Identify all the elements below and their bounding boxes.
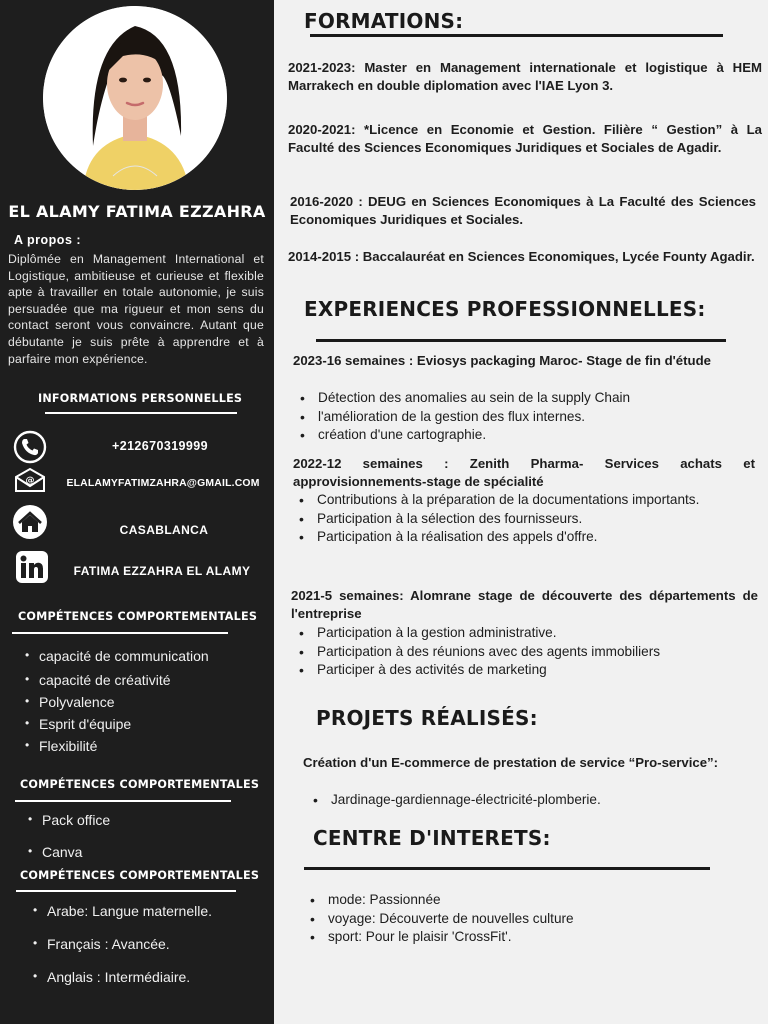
divider <box>304 867 710 870</box>
soft-skills-list <box>25 648 265 760</box>
experience-tasks <box>291 624 761 680</box>
list-item: • sport: Pour le plaisir 'CrossFit'. <box>302 928 742 947</box>
languages-heading: COMPÉTENCES COMPORTEMENTALES <box>20 869 260 882</box>
experience-title: 2022-12 semaines : Zenith Pharma- Services achats et approvisionnements-stage de spécialité <box>293 456 755 490</box>
list-item: • Français : Avancée. <box>33 936 273 969</box>
divider <box>16 890 236 892</box>
list-item: • Jardinage-gardiennage-électricité-plomberie. <box>305 791 745 810</box>
list-item: • Esprit d'équipe <box>25 716 265 738</box>
profile-photo <box>43 6 227 190</box>
personal-info-heading: INFORMATIONS PERSONNELLES <box>38 392 243 405</box>
experience-title: 2023-16 semaines : Eviosys packaging Maroc- Stage de fin d'étude <box>293 353 711 368</box>
city: CASABLANCA <box>119 523 209 537</box>
experience-title: 2021-5 semaines: Alomrane stage de découverte des départements de l'entreprise <box>291 588 758 622</box>
phone-number[interactable]: +212670319999 <box>112 439 208 453</box>
experience-tasks <box>291 491 755 547</box>
list-item: • Polyvalence <box>25 694 265 716</box>
list-item: • Pack office <box>28 812 268 844</box>
divider <box>15 800 231 802</box>
divider <box>45 412 237 414</box>
about-text: Diplômée en Management International et Logistique, ambitieuse et curieuse et flexible apte à travailler en totale autonomie, je suis persuadée que ma rigueur et mon sens du contact seront vous convaincre. Autant que débutante je suis prête à apprendre et à parfaire mon expérience. <box>8 252 264 366</box>
divider <box>316 339 726 342</box>
list-item: • capacité de communication <box>25 648 265 672</box>
tools-heading: COMPÉTENCES COMPORTEMENTALES <box>20 778 260 791</box>
formations-heading: FORMATIONS: <box>304 9 464 33</box>
svg-text:@: @ <box>25 476 35 486</box>
formation-item: 2020-2021: *Licence en Economie et Gestion. Filière “ Gestion” à La Faculté des Sciences Economiques Juridiques et Sociales de Agadir. <box>288 122 762 156</box>
experience-tasks <box>292 389 758 445</box>
list-item: • Canva <box>28 844 268 866</box>
email-address[interactable]: ELALAMYFATIMZAHRA@GMAIL.COM <box>66 478 260 489</box>
list-item: • Participation à la réalisation des appels d'offre. <box>291 528 755 547</box>
full-name: EL ALAMY FATIMA EZZAHRA <box>8 202 266 221</box>
interests-heading: CENTRE D'INTERETS: <box>313 826 551 850</box>
divider <box>310 34 723 37</box>
sidebar <box>0 0 274 1024</box>
phone-icon <box>13 430 47 464</box>
soft-skills-heading: COMPÉTENCES COMPORTEMENTALES <box>18 610 258 623</box>
list-item: • l'amélioration de la gestion des flux internes. <box>292 408 758 427</box>
list-item: • Détection des anomalies au sein de la supply Chain <box>292 389 758 408</box>
list-item: • Contributions à la préparation de la documentations importants. <box>291 491 755 510</box>
envelope-icon <box>13 466 47 500</box>
list-item: • Arabe: Langue maternelle. <box>33 903 273 936</box>
list-item: • Participation à la sélection des fournisseurs. <box>291 510 755 529</box>
list-item: • Participation à la gestion administrative. <box>291 624 761 643</box>
projects-heading: PROJETS RÉALISÉS: <box>316 706 538 730</box>
formation-item: 2014-2015 : Baccalauréat en Sciences Economiques, Lycée Founty Agadir. <box>288 249 755 264</box>
interests-list <box>302 891 742 947</box>
list-item: • voyage: Découverte de nouvelles culture <box>302 910 742 929</box>
about-title: A propos : <box>14 233 82 247</box>
list-item: • capacité de créativité <box>25 672 265 694</box>
divider <box>12 632 228 634</box>
linkedin-profile[interactable]: FATIMA EZZAHRA EL ALAMY <box>73 564 251 578</box>
tools-list <box>28 812 268 866</box>
linkedin-icon <box>15 550 49 584</box>
languages-list <box>33 903 273 991</box>
project-details <box>305 791 745 810</box>
formation-item: 2016-2020 : DEUG en Sciences Economiques à La Faculté des Sciences Economiques Juridiques et Sociales. <box>290 194 756 228</box>
list-item: • mode: Passionnée <box>302 891 742 910</box>
main-content <box>274 0 768 1024</box>
project-title: Création d'un E-commerce de prestation de service “Pro-service”: <box>303 755 719 770</box>
list-item: • Anglais : Intermédiaire. <box>33 969 273 991</box>
list-item: • Flexibilité <box>25 738 265 760</box>
list-item: • création d'une cartographie. <box>292 426 758 445</box>
home-icon <box>12 504 46 538</box>
formation-item: 2021-2023: Master en Management internationale et logistique à HEM Marrakech en double diplomation avec l'IAE Lyon 3. <box>288 60 762 94</box>
list-item: • Participer à des activités de marketing <box>291 661 761 680</box>
list-item: • Participation à des réunions avec des agents immobiliers <box>291 643 761 662</box>
experience-heading: EXPERIENCES PROFESSIONNELLES: <box>304 297 706 321</box>
